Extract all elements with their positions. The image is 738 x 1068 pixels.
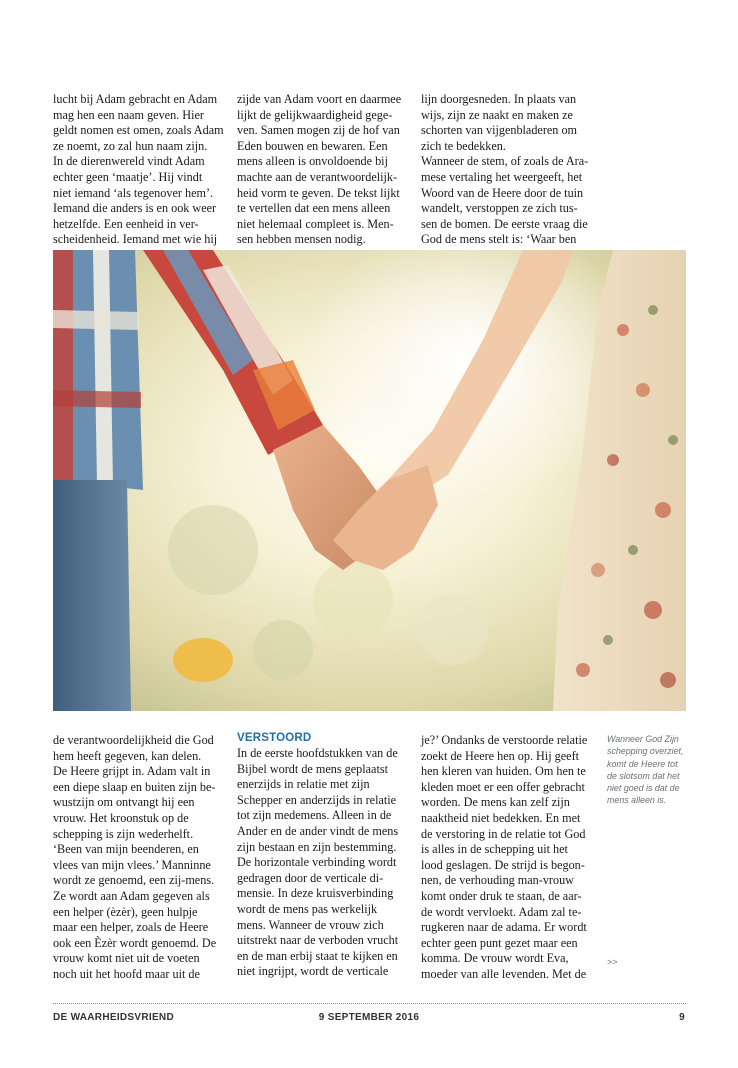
paragraph: de verantwoordelijkheid die God hem heeft gegeven, kan delen. De Heere grijpt in. Adam valt in een diepe slaap en buiten zijn be- wustzijn om ontvangt hij een vrouw. Het kroonstuk op de schepping is zijn wederhelft. ‘Been van mijn beenderen, en vlees van mijn vlees.’ Manninne wordt ze genoemd, een zij-mens. Ze wordt aan Adam gegeven als een helper (èzèr), geen hulpje maar een helper, zoals de Heere ook een Èzèr wordt genoemd. De vrouw komt niet uit de voeten noch uit het hoofd maar uit de xyxy=(53,733,217,981)
article-column-top-1 xyxy=(53,92,233,248)
continue-marker: >> xyxy=(607,957,618,967)
holding-hands-photo xyxy=(53,250,686,711)
paragraph: lucht bij Adam gebracht en Adam mag hen een naam geven. Hier geldt nomen est omen, zoals Adam ze noemt, zo zal hun naam zijn. In de dierenwereld vindt Adam echter geen ‘maatje’. Hij vindt niet iemand ‘als tegenover hem’. Iemand die anders is en ook weer hetzelfde. Een eenheid in ver- scheidenheid. Iemand met wie hij xyxy=(53,92,224,247)
article-column-bottom-3 xyxy=(421,733,601,983)
footer-date: 9 SEPTEMBER 2016 xyxy=(318,1012,420,1023)
section-heading: VERSTOORD xyxy=(237,732,312,744)
paragraph: In de eerste hoofdstukken van de Bijbel wordt de mens geplaatst enerzijds in relatie met zijn Schepper en anderzijds in relatie tot zijn medemens. Alleen in de Ander en de ander vindt de mens zijn bestaan en zijn bestemming. De horizontale verbinding wordt gedragen door de verticale di- mensie. In deze kruisverbinding wordt de mens pas werkelijk mens. Wanneer de vrouw zich uitstrekt naar de verboden vrucht en de man erbij staat te kijken en niet ingrijpt, wordt de verticale xyxy=(237,746,399,979)
footer-divider xyxy=(53,1003,686,1004)
paragraph: je?’ Ondanks de verstoorde relatie zoekt de Heere hen op. Hij geeft hen kleren van huiden. Om hen te kleden moet er een offer gebracht worden. De mens kan zelf zijn naaktheid niet bedekken. En met de verstoring in de relatie tot God is alles in de schepping uit het lood geslagen. De strijd is begon- nen, de verhouding man-vrouw komt onder druk te staan, de aar- de wordt vervloekt. Adam zal te- rugkeren naar de adama. Er wordt echter geen punt gezet maar een komma. De vrouw wordt Eva, moeder van alle levenden. Met de xyxy=(421,733,588,981)
paragraph: lijn doorgesneden. In plaats van wijs, zijn ze naakt en maken ze schorten van vijgenbladeren om zich te bedekken. Wanneer de stem, of zoals de Ara- mese vertaling het weergeeft, het Woord van de Heere door de tuin wandelt, verstoppen ze zich tus- sen de bomen. De eerste vraag die God de mens stelt is: ‘Waar ben xyxy=(421,92,589,247)
photo-caption: Wanneer God Zijn schepping overziet, komt de Heere tot de slotsom dat het niet goed is dat de mens alleen is. xyxy=(607,734,684,806)
paragraph: zijde van Adam voort en daarmee lijkt de gelijkwaardigheid gege- ven. Samen mogen zij de hof van Eden bouwen en bewaren. Een mens alleen is onvoldoende bij machte aan de verantwoordelijk- heid vorm te geven. De tekst lijkt te vertellen dat een mens alleen niet helemaal compleet is. Men- sen hebben mensen nodig. xyxy=(237,92,402,247)
article-column-top-3 xyxy=(421,92,601,248)
article-column-bottom-1 xyxy=(53,733,233,983)
page-number: 9 xyxy=(679,1012,685,1023)
article-column-top-2 xyxy=(237,92,417,248)
article-column-bottom-2 xyxy=(237,731,417,980)
footer-publication: DE WAARHEIDSVRIEND xyxy=(53,1012,174,1023)
